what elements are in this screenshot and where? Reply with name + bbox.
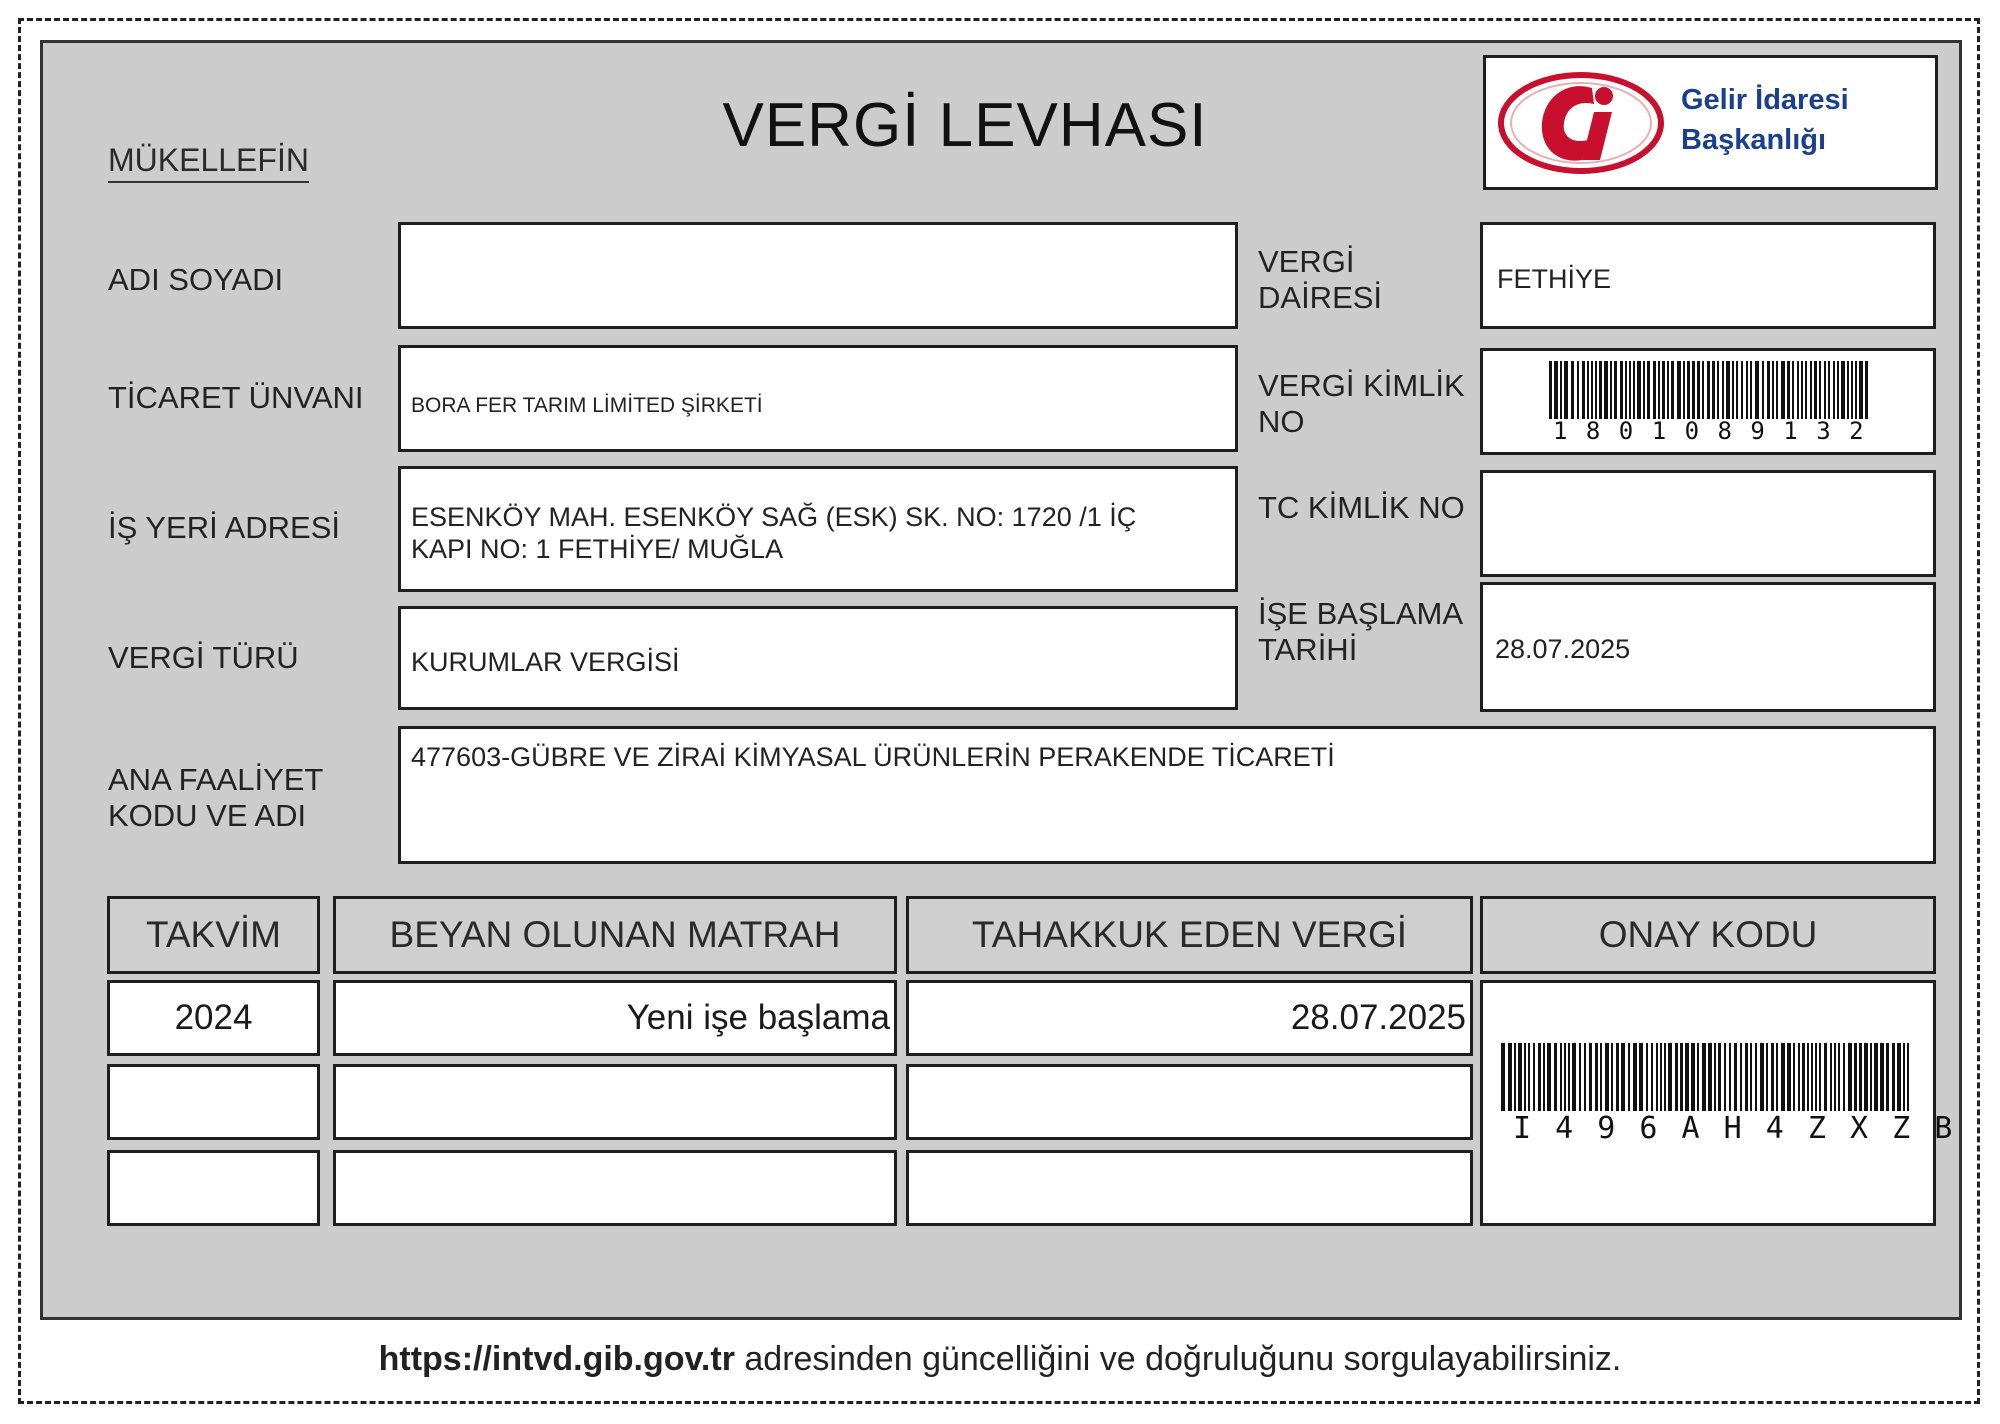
header-tahakkuk-eden-vergi: TAHAKKUK EDEN VERGİ	[906, 896, 1473, 974]
barcode-bar	[1587, 361, 1589, 419]
barcode-bar	[1584, 1043, 1586, 1111]
verification-text: adresinden güncelliğini ve doğruluğunu sorgulayabilirsiniz.	[734, 1340, 1622, 1378]
barcode-bar	[1793, 1043, 1795, 1111]
field-ana-faaliyet	[398, 726, 1936, 864]
field-ise-baslama	[1480, 582, 1936, 712]
label-ana-faaliyet	[108, 762, 323, 834]
barcode-bar	[1712, 361, 1715, 419]
barcode-bar	[1610, 361, 1612, 419]
barcode-bar	[1660, 1043, 1662, 1111]
table-cell-vergi-3	[906, 1150, 1473, 1226]
barcode-bar	[1702, 1043, 1706, 1111]
label-ise-baslama-line1: İŞE BAŞLAMA	[1258, 596, 1464, 631]
table-cell-takvim-3	[107, 1150, 320, 1226]
barcode-bar	[1771, 1043, 1774, 1111]
barcode-bar	[1524, 1043, 1526, 1111]
barcode-bar	[1680, 1043, 1683, 1111]
barcode-bar	[1833, 361, 1835, 419]
barcode-bar	[1726, 361, 1730, 419]
table-cell-vergi-2	[906, 1064, 1473, 1140]
onay-kodu-barcode	[1501, 1043, 1915, 1111]
vkn-barcode	[1549, 361, 1871, 419]
barcode-bar	[1572, 1043, 1576, 1111]
barcode-bar	[1843, 1043, 1845, 1111]
barcode-bar	[1837, 361, 1839, 419]
barcode-bar	[1755, 1043, 1757, 1111]
barcode-bar	[1568, 1043, 1570, 1111]
barcode-bar	[1824, 361, 1826, 419]
barcode-bar	[1691, 1043, 1695, 1111]
barcode-bar	[1543, 1043, 1545, 1111]
barcode-bar	[1653, 361, 1656, 419]
barcode-bar	[1614, 361, 1617, 419]
barcode-bar	[1798, 1043, 1800, 1111]
document-title: VERGİ LEVHASI	[722, 91, 1208, 160]
table-cell-matrah-2	[333, 1064, 897, 1140]
barcode-bar	[1734, 1043, 1737, 1111]
barcode-bar	[1514, 1043, 1516, 1111]
header-beyan-olunan-matrah: BEYAN OLUNAN MATRAH	[333, 896, 897, 974]
barcode-bar	[1851, 361, 1853, 419]
barcode-bar	[1767, 361, 1770, 419]
barcode-bar	[1847, 361, 1849, 419]
barcode-bar	[1755, 361, 1759, 419]
barcode-bar	[1685, 1043, 1689, 1111]
table-cell-matrah-1: Yeni işe başlama	[333, 980, 897, 1056]
barcode-bar	[1697, 1043, 1699, 1111]
barcode-bar	[1714, 1043, 1716, 1111]
barcode-bar	[1675, 1043, 1678, 1111]
barcode-bar	[1616, 1043, 1619, 1111]
barcode-bar	[1600, 1043, 1602, 1111]
barcode-bar	[1662, 361, 1665, 419]
barcode-bar	[1692, 361, 1695, 419]
barcode-bar	[1811, 1043, 1813, 1111]
barcode-bar	[1564, 361, 1568, 419]
barcode-bar	[1828, 361, 1830, 419]
table-cell-onay-kodu	[1480, 980, 1956, 1226]
value-ana-faaliyet: 477603-GÜBRE VE ZİRAİ KİMYASAL ÜRÜNLERİN PERAKENDE TİCARETİ	[411, 742, 1335, 772]
barcode-bar	[1643, 361, 1645, 419]
barcode-bar	[1621, 1043, 1625, 1111]
label-ticaret-unvani: TİCARET ÜNVANI	[108, 380, 364, 415]
barcode-bar	[1658, 361, 1660, 419]
barcode-bar	[1571, 361, 1574, 419]
barcode-bar	[1671, 361, 1674, 419]
barcode-bar	[1880, 1043, 1884, 1111]
barcode-bar	[1776, 1043, 1778, 1111]
barcode-bar	[1668, 1043, 1672, 1111]
barcode-bar	[1787, 1043, 1791, 1111]
field-vergi-dairesi	[1480, 222, 1936, 329]
barcode-bar	[1708, 1043, 1712, 1111]
barcode-bar	[1859, 361, 1863, 419]
barcode-bar	[1810, 361, 1812, 419]
barcode-bar	[1579, 1043, 1581, 1111]
barcode-bar	[1724, 1043, 1726, 1111]
barcode-bar	[1533, 1043, 1535, 1111]
barcode-bar	[1547, 1043, 1551, 1111]
barcode-bar	[1903, 1043, 1905, 1111]
barcode-bar	[1886, 1043, 1889, 1111]
value-vergi-turu: KURUMLAR VERGİSİ	[411, 647, 680, 677]
barcode-bar	[1787, 361, 1790, 419]
barcode-bar	[1628, 1043, 1630, 1111]
barcode-bar	[1819, 1043, 1821, 1111]
barcode-bar	[1750, 361, 1752, 419]
barcode-bar	[1870, 1043, 1872, 1111]
barcode-bar	[1745, 1043, 1748, 1111]
barcode-bar	[1554, 361, 1558, 419]
field-vergi-turu	[398, 606, 1238, 710]
value-vergi-dairesi: FETHİYE	[1497, 264, 1612, 294]
barcode-bar	[1591, 361, 1593, 419]
barcode-bar	[1762, 361, 1764, 419]
vkn-barcode-digits: 1 8 0 1 0 8 9 1 3 2	[1553, 417, 1866, 445]
barcode-bar	[1792, 361, 1794, 419]
label-tc-kimlik-no: TC KİMLİK NO	[1258, 490, 1465, 525]
barcode-bar	[1750, 1043, 1752, 1111]
barcode-bar	[1729, 1043, 1731, 1111]
field-vergi-kimlik-no	[1480, 348, 1936, 455]
barcode-bar	[1848, 1043, 1852, 1111]
section-label-mukellefin: MÜKELLEFİN	[108, 142, 309, 183]
table-cell-takvim-1: 2024	[107, 980, 320, 1056]
barcode-bar	[1677, 361, 1681, 419]
label-vergi-kimlik-no	[1258, 368, 1465, 440]
gib-logo	[1483, 55, 1938, 190]
field-ticaret-unvani	[398, 345, 1238, 452]
barcode-bar	[1740, 1043, 1742, 1111]
barcode-bar	[1595, 1043, 1598, 1111]
value-ticaret-unvani: BORA FER TARIM LİMİTED ŞİRKETİ	[411, 394, 763, 417]
barcode-bar	[1722, 361, 1724, 419]
header-takvim: TAKVİM	[107, 896, 320, 974]
barcode-bar	[1855, 361, 1857, 419]
barcode-bar	[1864, 1043, 1868, 1111]
barcode-bar	[1549, 361, 1552, 419]
onay-kodu-digits: I 4 9 6 A H 4 Z X Z B	[1513, 1111, 1956, 1146]
field-tc-kimlik-no	[1480, 470, 1936, 577]
barcode-bar	[1741, 361, 1743, 419]
verification-footer	[0, 1340, 2000, 1379]
value-ise-baslama: 28.07.2025	[1495, 634, 1631, 664]
label-ise-baslama	[1258, 596, 1463, 668]
value-is-yeri-adresi	[411, 501, 1136, 565]
barcode-bar	[1633, 1043, 1637, 1111]
barcode-bar	[1854, 1043, 1857, 1111]
barcode-bar	[1501, 1043, 1505, 1111]
barcode-bar	[1560, 1043, 1562, 1111]
label-vergi-turu: VERGİ TÜRÜ	[108, 640, 299, 675]
barcode-bar	[1707, 361, 1710, 419]
barcode-bar	[1518, 1043, 1522, 1111]
barcode-bar	[1834, 1043, 1836, 1111]
barcode-bar	[1865, 361, 1868, 419]
barcode-bar	[1772, 361, 1774, 419]
barcode-bar	[1819, 361, 1821, 419]
barcode-bar	[1582, 361, 1585, 419]
barcode-bar	[1633, 361, 1635, 419]
barcode-bar	[1859, 1043, 1862, 1111]
barcode-bar	[1604, 361, 1608, 419]
field-adi-soyadi	[398, 222, 1238, 329]
barcode-bar	[1667, 361, 1669, 419]
gib-logo-icon	[1496, 68, 1666, 178]
barcode-bar	[1801, 361, 1803, 419]
label-ana-faaliyet-line2: KODU VE ADI	[108, 798, 307, 833]
barcode-bar	[1683, 361, 1685, 419]
barcode-bar	[1629, 361, 1631, 419]
label-vergi-dairesi-line1: VERGİ	[1258, 244, 1355, 279]
value-is-yeri-adresi-line2: KAPI NO: 1 FETHİYE/ MUĞLA	[411, 534, 784, 564]
barcode-bar	[1560, 361, 1562, 419]
logo-line2: Başkanlığı	[1681, 124, 1827, 156]
barcode-bar	[1838, 1043, 1840, 1111]
barcode-bar	[1625, 361, 1627, 419]
barcode-bar	[1528, 1043, 1530, 1111]
label-vergi-dairesi-line2: DAİRESİ	[1258, 280, 1383, 315]
label-adi-soyadi: ADI SOYADI	[108, 262, 284, 297]
label-vergi-dairesi	[1258, 244, 1382, 316]
barcode-bar	[1805, 361, 1807, 419]
verification-url[interactable]: https://intvd.gib.gov.tr	[378, 1340, 735, 1378]
table-cell-takvim-2	[107, 1064, 320, 1140]
barcode-bar	[1732, 361, 1734, 419]
barcode-bar	[1589, 1043, 1592, 1111]
barcode-bar	[1781, 361, 1785, 419]
header-onay-kodu: ONAY KODU	[1480, 896, 1936, 974]
barcode-bar	[1651, 1043, 1653, 1111]
barcode-bar	[1577, 361, 1579, 419]
barcode-bar	[1776, 361, 1778, 419]
value-is-yeri-adresi-line1: ESENKÖY MAH. ESENKÖY SAĞ (ESK) SK. NO: 1720 /1 İÇ	[411, 502, 1137, 532]
barcode-bar	[1639, 1043, 1643, 1111]
barcode-bar	[1687, 361, 1690, 419]
barcode-bar	[1802, 1043, 1805, 1111]
barcode-bar	[1620, 361, 1623, 419]
table-cell-vergi-1: 28.07.2025	[906, 980, 1473, 1056]
barcode-bar	[1702, 361, 1704, 419]
barcode-bar	[1656, 1043, 1658, 1111]
barcode-bar	[1508, 1043, 1512, 1111]
barcode-bar	[1815, 1043, 1817, 1111]
label-is-yeri-adresi: İŞ YERİ ADRESİ	[108, 510, 341, 545]
label-vergi-kimlik-no-line1: VERGİ KİMLİK	[1258, 368, 1465, 403]
gib-logo-text	[1681, 80, 1849, 160]
barcode-bar	[1538, 1043, 1541, 1111]
barcode-bar	[1637, 361, 1641, 419]
barcode-bar	[1554, 1043, 1557, 1111]
barcode-bar	[1807, 1043, 1809, 1111]
label-ana-faaliyet-line1: ANA FAALİYET	[108, 762, 324, 797]
logo-line1: Gelir İdaresi	[1681, 84, 1849, 116]
barcode-bar	[1664, 1043, 1666, 1111]
barcode-bar	[1897, 1043, 1901, 1111]
barcode-bar	[1874, 1043, 1878, 1111]
barcode-bar	[1781, 1043, 1785, 1111]
barcode-bar	[1717, 361, 1719, 419]
label-ise-baslama-line2: TARİHİ	[1258, 632, 1358, 667]
barcode-bar	[1814, 361, 1817, 419]
table-cell-matrah-3	[333, 1150, 897, 1226]
barcode-bar	[1797, 361, 1799, 419]
barcode-bar	[1907, 1043, 1909, 1111]
label-vergi-kimlik-no-line2: NO	[1258, 404, 1305, 439]
barcode-bar	[1892, 1043, 1895, 1111]
barcode-bar	[1605, 1043, 1609, 1111]
barcode-bar	[1830, 1043, 1832, 1111]
barcode-bar	[1760, 1043, 1764, 1111]
field-is-yeri-adresi	[398, 466, 1238, 592]
barcode-bar	[1697, 361, 1700, 419]
barcode-bar	[1736, 361, 1738, 419]
barcode-bar	[1647, 361, 1650, 419]
barcode-bar	[1611, 1043, 1613, 1111]
barcode-bar	[1595, 361, 1597, 419]
barcode-bar	[1746, 361, 1748, 419]
barcode-bar	[1564, 1043, 1566, 1111]
barcode-bar	[1824, 1043, 1827, 1111]
barcode-bar	[1766, 1043, 1768, 1111]
barcode-bar	[1646, 1043, 1648, 1111]
barcode-bar	[1599, 361, 1602, 419]
barcode-bar	[1718, 1043, 1721, 1111]
barcode-bar	[1841, 361, 1845, 419]
